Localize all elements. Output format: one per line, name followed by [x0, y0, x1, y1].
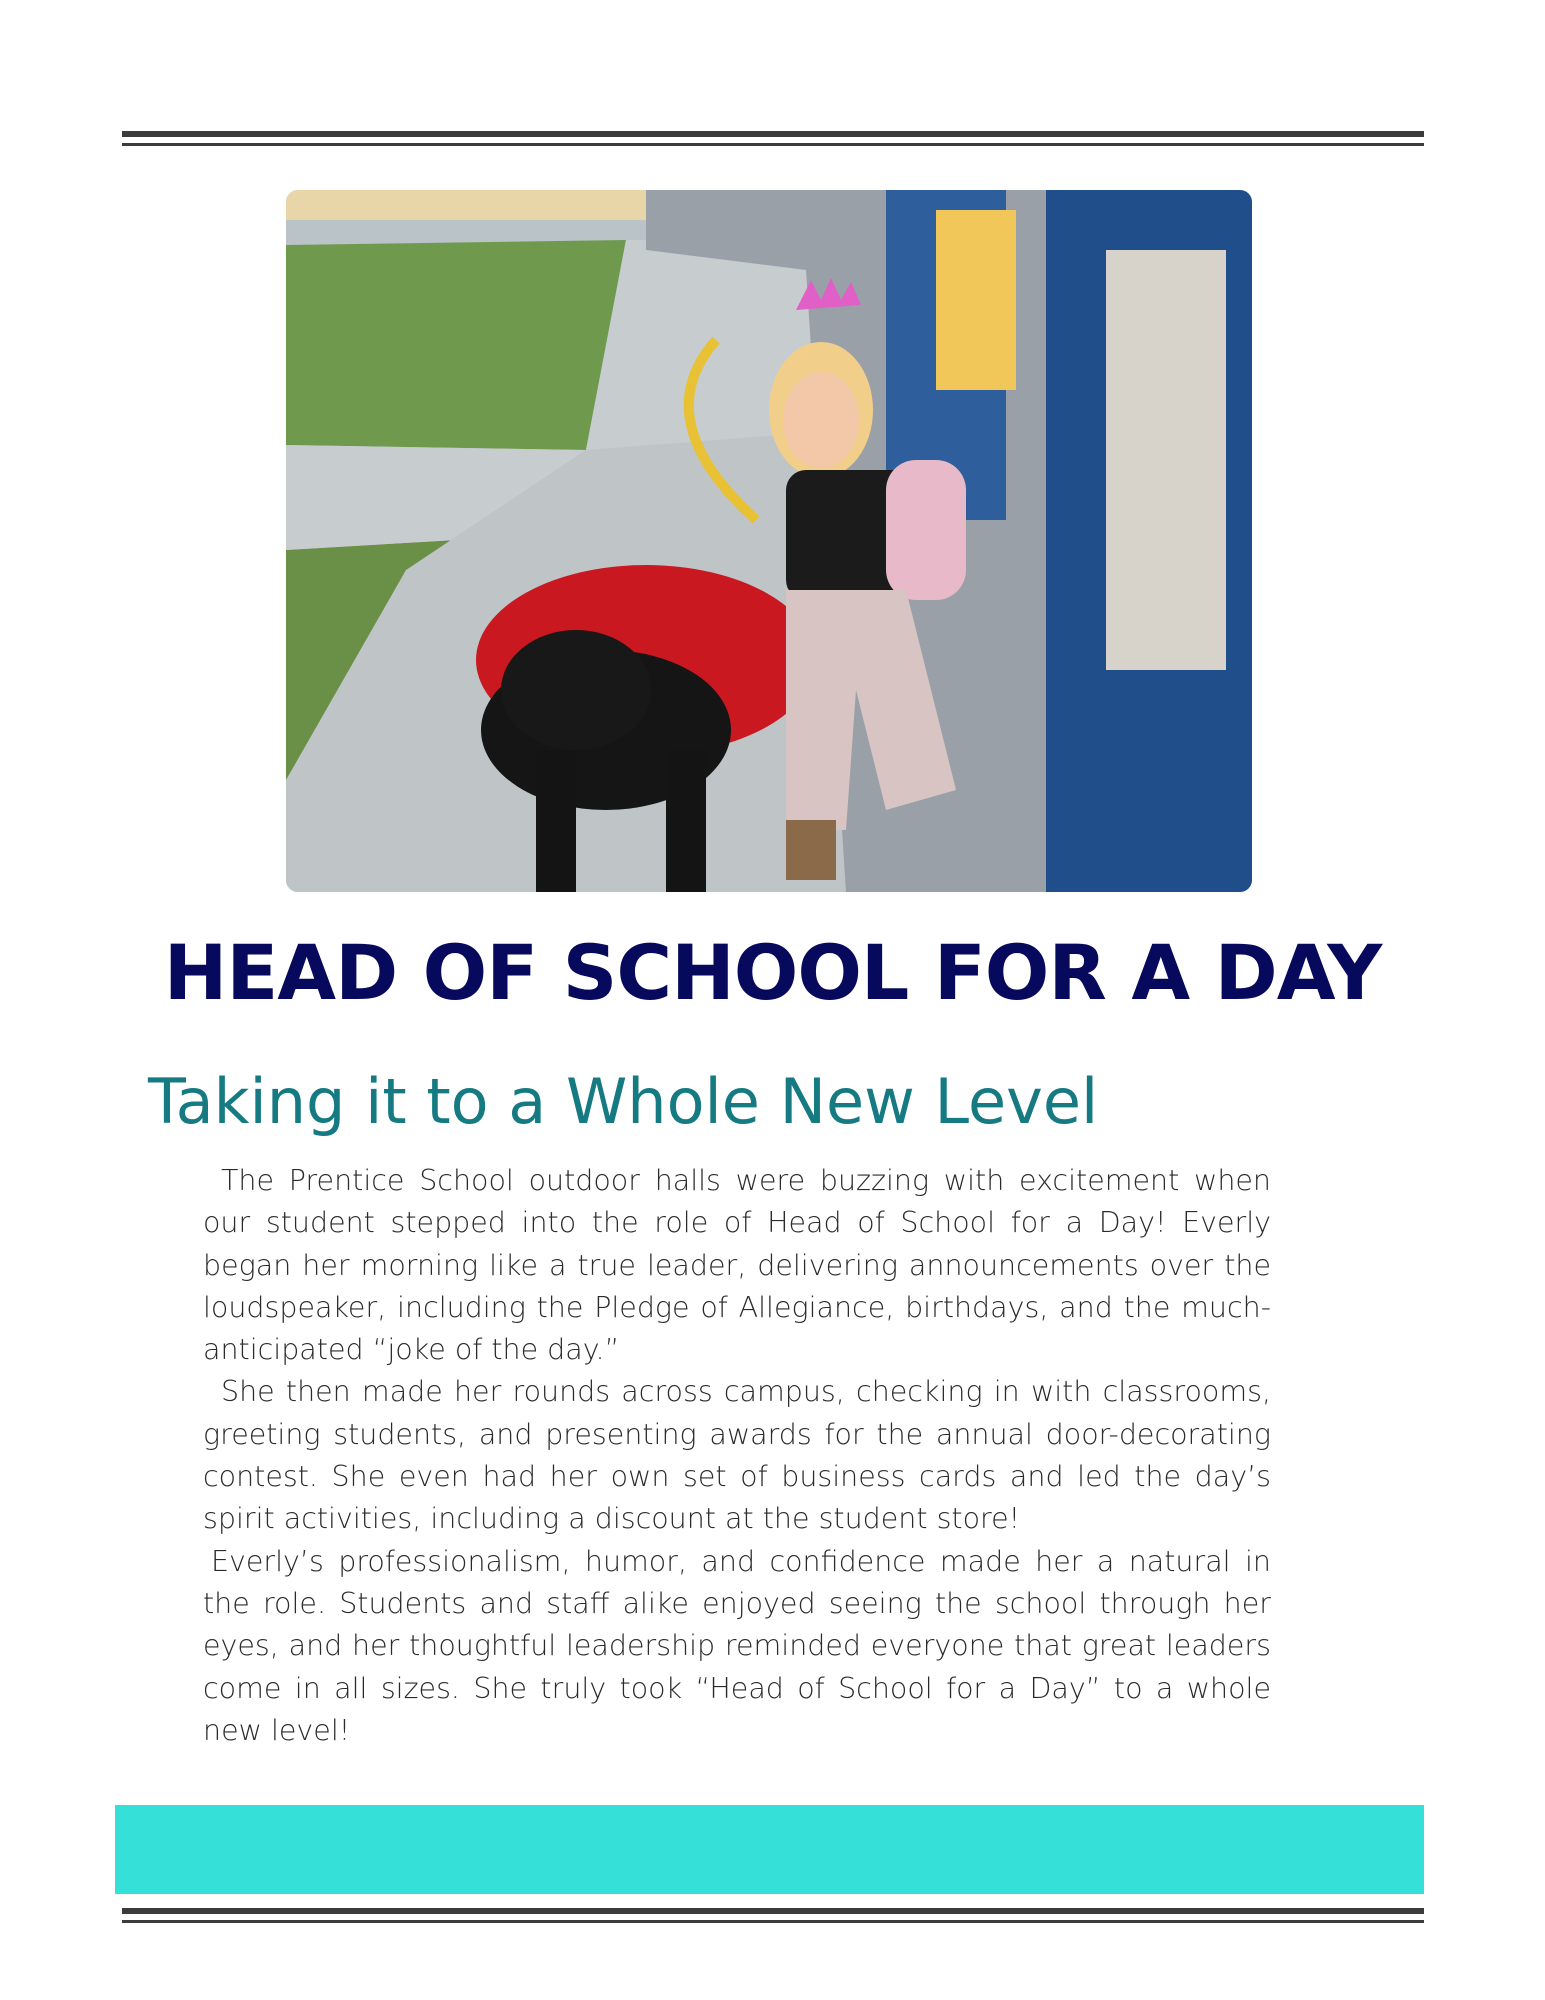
photo-dog-head	[501, 630, 651, 750]
article-subheadline: Taking it to a Whole New Level	[148, 1065, 1099, 1138]
bottom-rule-thin-line	[122, 1920, 1424, 1923]
top-rule-thin-line	[122, 143, 1424, 146]
bottom-rule-thick-line	[122, 1908, 1424, 1914]
photo-girl-boot	[786, 820, 836, 880]
photo-girl-face	[783, 372, 859, 468]
photo-girl-backpack	[886, 460, 966, 600]
photo-distant-building	[286, 190, 646, 220]
photo-illustration	[286, 190, 1252, 892]
photo-dog-leg	[666, 750, 706, 892]
top-rule-thick-line	[122, 131, 1424, 137]
article-paragraph: She then made her rounds across campus, checking in with classrooms, greeting students, and presenting awards for the annual door-decorating contest. She even had her own set of business cards and led the day’s spirit activities, including a discount at the student store!	[203, 1375, 1271, 1536]
article-paragraph: The Prentice School outdoor halls were buzzing with excitement when our student stepped into the role of Head of School for a Day! Everly began her morning like a true leader, delivering announcements over the loudspeaker, including the Pledge of Allegiance, birthdays, and the much-anticipated “joke of the day.”	[203, 1164, 1271, 1367]
photo-door-decoration	[936, 210, 1016, 390]
article-body	[203, 1160, 1271, 1752]
photo-lawn-upper	[286, 240, 626, 450]
feature-photo	[286, 190, 1252, 892]
article-paragraph: Everly’s professionalism, humor, and confidence made her a natural in the role. Students and staff alike enjoyed seeing the school through her eyes, and her thoughtful leadership reminded everyone that great leaders come in all sizes. She truly took “Head of School for a Day” to a whole new level!	[203, 1544, 1271, 1747]
footer-color-band	[115, 1805, 1424, 1894]
photo-dog-leg	[536, 750, 576, 892]
bottom-double-rule	[122, 1908, 1424, 1924]
top-double-rule	[122, 131, 1424, 147]
article-headline: HEAD OF SCHOOL FOR A DAY	[163, 928, 1382, 1017]
photo-classroom-interior	[1106, 250, 1226, 670]
